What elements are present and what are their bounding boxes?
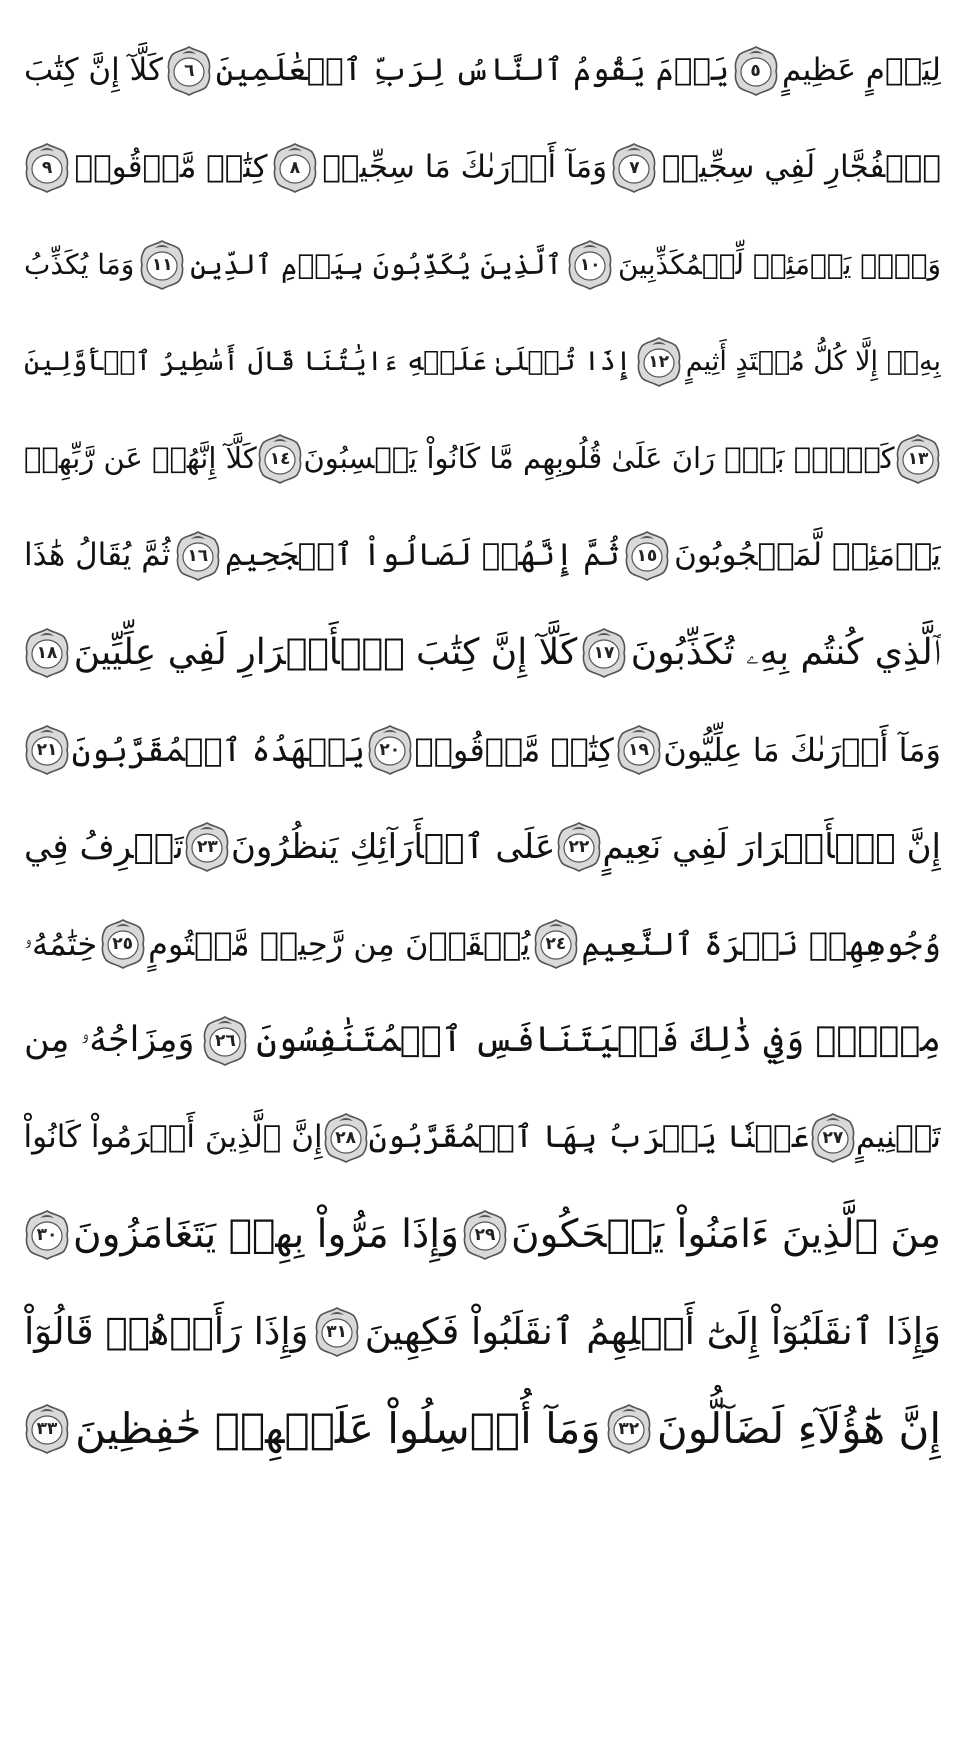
ayah-number: ٣٣ (36, 1418, 58, 1439)
ayah-number-marker (606, 1403, 652, 1455)
ayah-number: ٣٢ (618, 1418, 640, 1439)
verse-text-segment: مِنَ ٱلَّذِينَ ءَامَنُواْ يَضۡحَكُونَ (510, 1212, 941, 1257)
verse-text-segment: إِذَا تُتۡلَىٰ عَلَيۡهِ ءَايَٰتُنَا قَالَ أَسَٰطِيرُ ٱلۡأَوَّلِينَ (24, 346, 632, 377)
ayah-number-marker (556, 821, 602, 873)
verse-text-segment: خِتَٰمُهُۥ (24, 924, 98, 963)
ayah-number-marker (139, 239, 185, 291)
text-line (24, 1380, 941, 1477)
ayah-number-marker (533, 918, 579, 970)
ayah-number: ٧ (629, 157, 640, 178)
ayah-number: ٨ (289, 157, 301, 178)
ayah-number: ٣٠ (36, 1224, 58, 1245)
ayah-number-marker (810, 1112, 856, 1164)
ayah-number: ٢٧ (822, 1127, 844, 1148)
text-line (24, 895, 941, 992)
ayah-number: ٢٥ (112, 933, 134, 954)
ayah-number-marker (184, 821, 230, 873)
text-line (24, 992, 941, 1089)
text-line (24, 313, 941, 410)
ayah-number-marker (175, 530, 221, 582)
ayah-number-marker (581, 627, 627, 679)
text-line (24, 1283, 941, 1380)
verse-text-segment: مِسۡكٞۚ وَفِي ذَٰلِكَ فَلۡيَتَنَافَسِ ٱلۡمُتَنَٰفِسُونَ (256, 1020, 941, 1060)
text-line (24, 410, 941, 507)
ayah-number-marker (202, 1015, 248, 1067)
verse-text-segment: وَمَا يُكَذِّبُ (24, 247, 135, 281)
verse-text-segment: وَإِذَا رَأَوۡهُمۡ قَالُوٓاْ (24, 1310, 309, 1353)
verse-text-segment: وَيۡلٞ يَوۡمَئِذٖ لِّلۡمُكَذِّبِينَ (617, 247, 941, 281)
ayah-number-marker (567, 239, 613, 291)
ayah-number-marker (314, 1306, 360, 1358)
ayah-number-marker (24, 1209, 70, 1261)
ayah-number: ٣١ (326, 1321, 348, 1342)
ayah-number: ١٢ (648, 351, 670, 372)
text-line (24, 507, 941, 604)
verse-text-segment: يَوۡمَئِذٖ لَّمَحۡجُوبُونَ (674, 537, 941, 573)
verse-text-segment: وَمَآ أُرۡسِلُواْ عَلَيۡهِمۡ حَٰفِظِينَ (75, 1403, 601, 1453)
ayah-number: ٩ (41, 157, 53, 178)
text-line (24, 216, 941, 313)
ayah-number: ١٦ (187, 545, 209, 566)
ayah-number-marker (611, 142, 657, 194)
ayah-number-marker (257, 433, 303, 485)
ayah-number-marker (323, 1112, 369, 1164)
ayah-number: ٢٠ (379, 739, 401, 760)
verse-text-segment: وَإِذَا مَرُّواْ بِهِمۡ يَتَغَامَزُونَ (72, 1212, 459, 1257)
ayah-number-marker (462, 1209, 508, 1261)
verse-text-segment: ٱلَّذِي كُنتُم بِهِۦ تُكَذِّبُونَ (630, 631, 941, 673)
ayah-number-marker (636, 336, 682, 388)
ayah-number: ٦ (184, 60, 195, 81)
verse-text-segment: وَمَآ أَدۡرَىٰكَ مَا عِلِّيُّونَ (663, 730, 941, 769)
ayah-number: ٢٩ (474, 1224, 496, 1245)
ayah-number: ١٩ (628, 739, 649, 760)
ayah-number: ١٤ (269, 448, 291, 469)
verse-text-segment: كِتَٰبٞ مَّرۡقُومٞ (414, 730, 614, 769)
verse-text-segment: لِيَوۡمٍ عَظِيمٍ (782, 52, 941, 88)
ayah-number-marker (24, 1403, 70, 1455)
ayah-number: ٢١ (36, 739, 58, 760)
verse-text-segment: إِنَّ ٱلۡأَبۡرَارَ لَفِي نَعِيمٍ (602, 826, 941, 867)
ayah-number: ٢٨ (335, 1127, 357, 1148)
ayah-number-marker (272, 142, 318, 194)
ayah-number-marker (100, 918, 146, 970)
ayah-number: ٢٦ (214, 1030, 236, 1051)
verse-text-segment: وَمِزَاجُهُۥ مِن (24, 1020, 195, 1060)
verse-text-segment: يُسۡقَوۡنَ مِن رَّحِيقٖ مَّخۡتُومٍ (148, 924, 531, 963)
ayah-number-marker (733, 45, 779, 97)
verse-text-segment: يَشۡهَدُهُ ٱلۡمُقَرَّبُونَ (71, 730, 365, 769)
ayah-number: ٢٢ (568, 836, 590, 857)
verse-text-segment: إِنَّ هَٰٓؤُلَآءِ لَضَآلُّونَ (656, 1403, 941, 1453)
verse-text-segment: عَيۡنٗا يَشۡرَبُ بِهَا ٱلۡمُقَرَّبُونَ (368, 1119, 810, 1155)
verse-text-segment: تَعۡرِفُ فِي (24, 826, 184, 867)
ayah-number-marker (24, 724, 70, 776)
text-line (24, 701, 941, 798)
ayah-number: ١١ (151, 254, 173, 275)
verse-text-segment: كَلَّآ إِنَّ كِتَٰبَ (24, 52, 163, 88)
ayah-number-marker (24, 627, 70, 679)
ayah-number: ٢٣ (196, 836, 218, 857)
ayah-number: ١٣ (907, 448, 929, 469)
text-line (24, 604, 941, 701)
ayah-number-marker (895, 433, 941, 485)
verse-text-segment: ثُمَّ يُقَالُ هَٰذَا (24, 537, 171, 573)
text-line (24, 798, 941, 895)
ayah-number-marker (166, 45, 212, 97)
verse-text-segment: إِنَّ ٱلَّذِينَ أَجۡرَمُواْ كَانُواْ (24, 1119, 323, 1155)
verse-text-segment: وُجُوهِهِمۡ نَضۡرَةَ ٱلنَّعِيمِ (581, 924, 941, 963)
ayah-number: ٢٤ (545, 933, 567, 954)
ayah-number-marker (367, 724, 413, 776)
verse-text-segment: يَوۡمَ يَقُومُ ٱلنَّاسُ لِرَبِّ ٱلۡعَٰلَمِينَ (215, 52, 730, 88)
verse-text-segment: ٱلَّذِينَ يُكَذِّبُونَ بِيَوۡمِ ٱلدِّينِ (190, 247, 563, 281)
text-line (24, 1089, 941, 1186)
verse-text-segment: ثُمَّ إِنَّهُمۡ لَصَالُواْ ٱلۡجَحِيمِ (225, 537, 620, 573)
verse-text-segment: ٱلۡفُجَّارِ لَفِي سِجِّينٖ (661, 149, 941, 185)
verse-text-segment: تَسۡنِيمٍ (855, 1119, 941, 1155)
text-line (24, 119, 941, 216)
verse-text-segment: وَإِذَا ٱنقَلَبُوٓاْ إِلَىٰٓ أَهۡلِهِمُ ٱنقَلَبُواْ فَكِهِينَ (364, 1310, 941, 1353)
ayah-number: ١٠ (579, 254, 601, 275)
verse-text-segment: كِتَٰبٞ مَّرۡقُومٞ (74, 149, 268, 185)
ayah-number: ١٥ (636, 545, 658, 566)
text-line (24, 22, 941, 119)
ayah-number-marker (616, 724, 662, 776)
verse-text-segment: بِهِۦٓ إِلَّا كُلُّ مُعۡتَدٍ أَثِيمٍ (685, 346, 941, 377)
ayah-number-marker (24, 142, 70, 194)
verse-text-segment: وَمَآ أَدۡرَىٰكَ مَا سِجِّينٞ (322, 149, 608, 185)
verse-text-segment: عَلَى ٱلۡأَرَآئِكِ يَنظُرُونَ (230, 826, 556, 867)
verse-text-segment: كَلَّاۖ بَلۡۜ رَانَ عَلَىٰ قُلُوبِهِم مَّا كَانُواْ يَكۡسِبُونَ (303, 441, 895, 475)
text-line (24, 1186, 941, 1283)
verse-text-segment: كَلَّآ إِنَّهُمۡ عَن رَّبِّهِمۡ (24, 441, 257, 475)
ayah-number: ٥ (750, 60, 761, 81)
verse-text-segment: كَلَّآ إِنَّ كِتَٰبَ ٱلۡأَبۡرَارِ لَفِي عِلِّيِّينَ (73, 631, 578, 673)
ayah-number-marker (624, 530, 670, 582)
ayah-number: ١٧ (593, 642, 615, 663)
ayah-number: ١٨ (36, 642, 58, 663)
